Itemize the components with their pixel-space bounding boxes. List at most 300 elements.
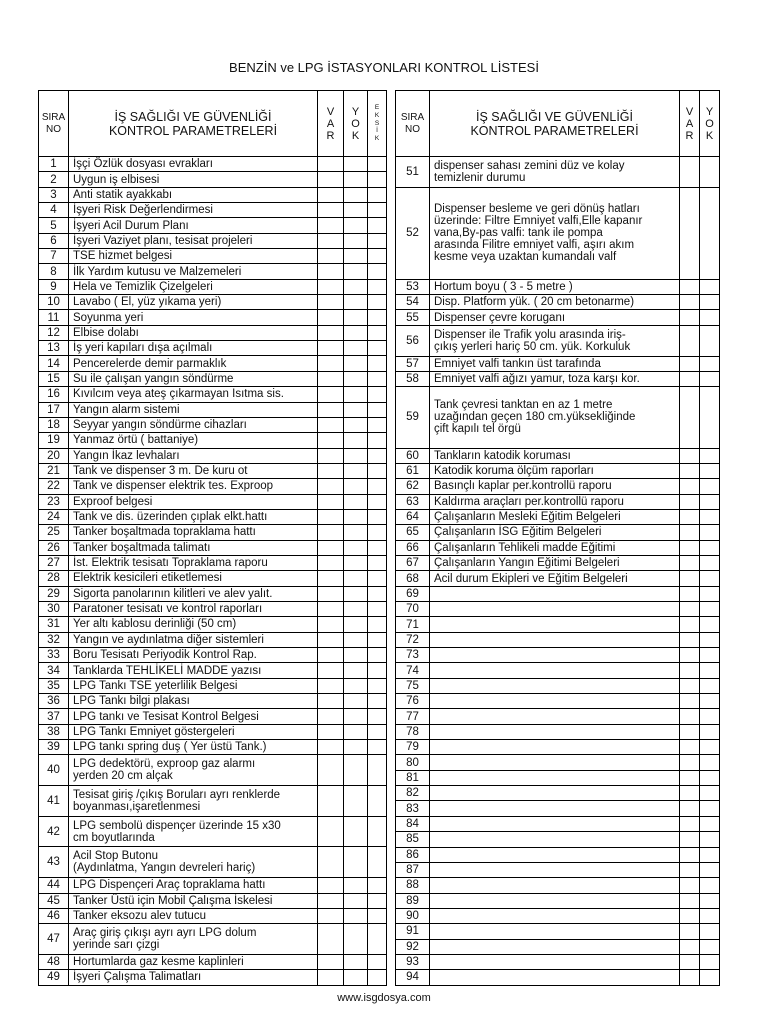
yok-checkbox[interactable] (700, 878, 720, 893)
yok-checkbox[interactable] (344, 509, 368, 524)
yok-checkbox[interactable] (700, 295, 720, 310)
row-number: 70 (396, 602, 430, 617)
yok-checkbox[interactable] (344, 479, 368, 494)
checklist-row (39, 571, 387, 586)
var-checkbox[interactable] (318, 663, 344, 678)
eksik-checkbox[interactable] (368, 341, 387, 356)
var-checkbox[interactable] (318, 279, 344, 294)
row-parameter (430, 954, 680, 969)
var-checkbox[interactable] (318, 341, 344, 356)
yok-checkbox[interactable] (344, 709, 368, 724)
eksik-checkbox[interactable] (368, 878, 387, 893)
yok-checkbox[interactable] (700, 632, 720, 647)
row-number: 73 (396, 648, 430, 663)
yok-checkbox[interactable] (700, 617, 720, 632)
var-checkbox[interactable] (680, 648, 700, 663)
row-parameter (430, 755, 680, 770)
var-checkbox[interactable] (680, 371, 700, 386)
eksik-checkbox[interactable] (368, 847, 387, 878)
var-checkbox[interactable] (318, 371, 344, 386)
var-checkbox[interactable] (318, 586, 344, 601)
row-number: 8 (39, 264, 69, 279)
eksik-checkbox[interactable] (368, 970, 387, 985)
var-checkbox[interactable] (318, 540, 344, 555)
row-number: 14 (39, 356, 69, 371)
var-checkbox[interactable] (318, 786, 344, 817)
var-checkbox[interactable] (680, 187, 700, 279)
yok-checkbox[interactable] (700, 908, 720, 923)
checklist-row (39, 249, 387, 264)
var-checkbox[interactable] (318, 494, 344, 509)
eksik-checkbox[interactable] (368, 601, 387, 616)
eksik-checkbox[interactable] (368, 908, 387, 923)
row-parameter: Soyunma yeri (69, 310, 318, 325)
sira-no-label: SIRA NO (41, 111, 66, 135)
var-checkbox[interactable] (680, 602, 700, 617)
row-parameter (430, 709, 680, 724)
yok-checkbox[interactable] (344, 279, 368, 294)
var-checkbox[interactable] (318, 678, 344, 693)
yok-checkbox[interactable] (700, 770, 720, 785)
row-parameter: Hela ve Temizlik Çizelgeleri (69, 279, 318, 294)
yok-checkbox[interactable] (344, 755, 368, 786)
eksik-checkbox[interactable] (368, 264, 387, 279)
row-parameter: İlk Yardım kutusu ve Malzemeleri (69, 264, 318, 279)
eksik-checkbox[interactable] (368, 786, 387, 817)
yok-checkbox[interactable] (344, 878, 368, 893)
var-checkbox[interactable] (680, 786, 700, 801)
checklist-row (396, 648, 720, 663)
row-number: 84 (396, 816, 430, 831)
var-checkbox[interactable] (318, 724, 344, 739)
var-checkbox[interactable] (318, 694, 344, 709)
row-number: 41 (39, 786, 69, 817)
var-checkbox[interactable] (680, 586, 700, 601)
eksik-checkbox[interactable] (368, 755, 387, 786)
var-checkbox[interactable] (680, 617, 700, 632)
yok-checkbox[interactable] (700, 387, 720, 448)
row-parameter: Acil Stop Butonu (Aydınlatma, Yangın devreleri hariç) (69, 847, 318, 878)
eksik-checkbox[interactable] (368, 279, 387, 294)
var-checkbox[interactable] (318, 295, 344, 310)
var-checkbox[interactable] (680, 310, 700, 325)
yok-checkbox[interactable] (344, 555, 368, 570)
eksik-checkbox[interactable] (368, 893, 387, 908)
yok-checkbox[interactable] (344, 157, 368, 172)
var-checkbox[interactable] (318, 617, 344, 632)
var-checkbox[interactable] (318, 924, 344, 955)
eksik-checkbox[interactable] (368, 479, 387, 494)
row-parameter (430, 740, 680, 755)
row-parameter (430, 694, 680, 709)
var-checkbox[interactable] (680, 479, 700, 494)
eksik-checkbox[interactable] (368, 172, 387, 187)
yok-checkbox[interactable] (700, 448, 720, 463)
yok-checkbox[interactable] (700, 970, 720, 985)
yok-checkbox[interactable] (700, 571, 720, 586)
row-number: 34 (39, 663, 69, 678)
eksik-checkbox[interactable] (368, 648, 387, 663)
var-checkbox[interactable] (318, 463, 344, 478)
var-checkbox[interactable] (680, 862, 700, 877)
yok-checkbox[interactable] (344, 724, 368, 739)
yok-checkbox[interactable] (344, 433, 368, 448)
checklist-row (396, 279, 720, 294)
yok-checkbox[interactable] (700, 709, 720, 724)
yok-checkbox[interactable] (344, 954, 368, 969)
eksik-checkbox[interactable] (368, 433, 387, 448)
yok-checkbox[interactable] (700, 755, 720, 770)
var-checkbox[interactable] (318, 740, 344, 755)
eksik-checkbox[interactable] (368, 663, 387, 678)
var-checkbox[interactable] (318, 203, 344, 218)
var-checkbox[interactable] (680, 632, 700, 647)
yok-checkbox[interactable] (700, 801, 720, 816)
var-checkbox[interactable] (318, 755, 344, 786)
yok-checkbox[interactable] (344, 908, 368, 923)
sira-no-label: SIRA NO (400, 111, 425, 135)
yok-checkbox[interactable] (344, 648, 368, 663)
yok-checkbox[interactable] (700, 816, 720, 831)
yok-checkbox[interactable] (700, 740, 720, 755)
eksik-checkbox[interactable] (368, 310, 387, 325)
checklist-row (396, 632, 720, 647)
var-checkbox[interactable] (680, 954, 700, 969)
row-parameter (430, 832, 680, 847)
eksik-checkbox[interactable] (368, 617, 387, 632)
eksik-checkbox[interactable] (368, 295, 387, 310)
yok-checkbox[interactable] (344, 740, 368, 755)
var-checkbox[interactable] (680, 770, 700, 785)
eksik-checkbox[interactable] (368, 325, 387, 340)
eksik-checkbox[interactable] (368, 678, 387, 693)
var-checkbox[interactable] (680, 816, 700, 831)
eksik-checkbox[interactable] (368, 218, 387, 233)
eksik-checkbox[interactable] (368, 417, 387, 432)
row-parameter (430, 924, 680, 939)
eksik-checkbox[interactable] (368, 954, 387, 969)
var-checkbox[interactable] (318, 157, 344, 172)
yok-checkbox[interactable] (344, 341, 368, 356)
var-checkbox[interactable] (680, 571, 700, 586)
row-parameter: Boru Tesisatı Periyodik Kontrol Rap. (69, 648, 318, 663)
checklist-row (39, 540, 387, 555)
yok-checkbox[interactable] (344, 786, 368, 817)
yok-checkbox[interactable] (700, 663, 720, 678)
var-checkbox[interactable] (318, 218, 344, 233)
var-checkbox[interactable] (680, 356, 700, 371)
eksik-checkbox[interactable] (368, 586, 387, 601)
yok-checkbox[interactable] (344, 295, 368, 310)
yok-checkbox[interactable] (344, 387, 368, 402)
yok-checkbox[interactable] (344, 218, 368, 233)
yok-checkbox[interactable] (344, 924, 368, 955)
yok-checkbox[interactable] (344, 448, 368, 463)
checklist-row (396, 893, 720, 908)
row-number: 39 (39, 740, 69, 755)
var-checkbox[interactable] (318, 648, 344, 663)
yok-checkbox[interactable] (700, 540, 720, 555)
var-checkbox[interactable] (318, 632, 344, 647)
eksik-checkbox[interactable] (368, 540, 387, 555)
row-parameter: LPG Tankı TSE yeterlilik Belgesi (69, 678, 318, 693)
eksik-checkbox[interactable] (368, 724, 387, 739)
var-checkbox[interactable] (680, 709, 700, 724)
yok-checkbox[interactable] (344, 893, 368, 908)
yok-checkbox[interactable] (700, 678, 720, 693)
yok-checkbox[interactable] (344, 203, 368, 218)
yok-checkbox[interactable] (344, 525, 368, 540)
yok-checkbox[interactable] (344, 847, 368, 878)
yok-checkbox[interactable] (344, 617, 368, 632)
var-checkbox[interactable] (318, 387, 344, 402)
var-checkbox[interactable] (680, 847, 700, 862)
var-checkbox[interactable] (680, 924, 700, 939)
yok-checkbox[interactable] (700, 724, 720, 739)
yok-checkbox[interactable] (700, 862, 720, 877)
var-checkbox[interactable] (680, 157, 700, 188)
yok-checkbox[interactable] (344, 571, 368, 586)
row-number: 90 (396, 908, 430, 923)
eksik-checkbox[interactable] (368, 203, 387, 218)
yok-checkbox[interactable] (700, 694, 720, 709)
var-checkbox[interactable] (318, 479, 344, 494)
eksik-checkbox[interactable] (368, 924, 387, 955)
row-parameter: İşyeri Risk Değerlendirmesi (69, 203, 318, 218)
row-number: 30 (39, 601, 69, 616)
row-number: 2 (39, 172, 69, 187)
yok-checkbox[interactable] (344, 540, 368, 555)
var-checkbox[interactable] (680, 740, 700, 755)
yok-checkbox[interactable] (700, 924, 720, 939)
var-checkbox[interactable] (318, 233, 344, 248)
yok-checkbox[interactable] (344, 632, 368, 647)
var-checkbox[interactable] (680, 939, 700, 954)
yok-checkbox[interactable] (700, 187, 720, 279)
yok-checkbox[interactable] (344, 663, 368, 678)
yok-checkbox[interactable] (344, 417, 368, 432)
yok-checkbox[interactable] (700, 463, 720, 478)
row-parameter (430, 878, 680, 893)
var-checkbox[interactable] (318, 172, 344, 187)
row-number: 16 (39, 387, 69, 402)
var-checkbox[interactable] (318, 325, 344, 340)
yok-checkbox[interactable] (344, 463, 368, 478)
var-checkbox[interactable] (680, 755, 700, 770)
checklist-row (39, 632, 387, 647)
var-checkbox[interactable] (318, 970, 344, 985)
row-number: 81 (396, 770, 430, 785)
var-checkbox[interactable] (318, 264, 344, 279)
yok-checkbox[interactable] (700, 648, 720, 663)
yok-checkbox[interactable] (344, 310, 368, 325)
var-checkbox[interactable] (318, 448, 344, 463)
yok-checkbox[interactable] (344, 586, 368, 601)
row-parameter: Çalışanların İSG Eğitim Belgeleri (430, 525, 680, 540)
yok-checkbox[interactable] (700, 786, 720, 801)
yok-checkbox[interactable] (344, 371, 368, 386)
row-number: 26 (39, 540, 69, 555)
eksik-checkbox[interactable] (368, 157, 387, 172)
yok-checkbox[interactable] (344, 970, 368, 985)
var-checkbox[interactable] (680, 908, 700, 923)
row-number: 22 (39, 479, 69, 494)
row-parameter: Disp. Platform yük. ( 20 cm betonarme) (430, 295, 680, 310)
yok-checkbox[interactable] (344, 356, 368, 371)
eksik-checkbox[interactable] (368, 632, 387, 647)
yok-checkbox[interactable] (700, 954, 720, 969)
yok-checkbox[interactable] (700, 893, 720, 908)
var-checkbox[interactable] (680, 694, 700, 709)
checklist-table-left (38, 90, 387, 986)
eksik-checkbox[interactable] (368, 709, 387, 724)
var-checkbox[interactable] (318, 509, 344, 524)
yok-checkbox[interactable] (344, 233, 368, 248)
checklist-row (39, 648, 387, 663)
checklist-row (396, 617, 720, 632)
row-parameter: İşyeri Çalışma Talimatları (69, 970, 318, 985)
yok-checkbox[interactable] (344, 816, 368, 847)
var-checkbox[interactable] (680, 893, 700, 908)
var-checkbox[interactable] (680, 801, 700, 816)
var-checkbox[interactable] (680, 878, 700, 893)
yok-checkbox[interactable] (700, 525, 720, 540)
var-checkbox[interactable] (318, 847, 344, 878)
yok-checkbox[interactable] (344, 601, 368, 616)
var-checkbox[interactable] (318, 601, 344, 616)
yok-checkbox[interactable] (700, 555, 720, 570)
yok-checkbox[interactable] (700, 356, 720, 371)
yok-checkbox[interactable] (700, 602, 720, 617)
checklist-row (39, 786, 387, 817)
eksik-checkbox[interactable] (368, 356, 387, 371)
yok-checkbox[interactable] (344, 694, 368, 709)
var-checkbox[interactable] (318, 709, 344, 724)
yok-checkbox[interactable] (700, 832, 720, 847)
var-checkbox[interactable] (680, 540, 700, 555)
var-checkbox[interactable] (680, 295, 700, 310)
yok-checkbox[interactable] (344, 325, 368, 340)
var-checkbox[interactable] (318, 525, 344, 540)
eksik-checkbox[interactable] (368, 463, 387, 478)
eksik-checkbox[interactable] (368, 816, 387, 847)
row-parameter: Araç giriş çıkışı ayrı ayrı LPG dolum yerinde sarı çizgi (69, 924, 318, 955)
var-checkbox[interactable] (680, 663, 700, 678)
var-checkbox[interactable] (318, 878, 344, 893)
yok-checkbox[interactable] (700, 509, 720, 524)
checklist-row (39, 617, 387, 632)
row-number: 51 (396, 157, 430, 188)
eksik-checkbox[interactable] (368, 249, 387, 264)
var-checkbox[interactable] (680, 494, 700, 509)
var-checkbox[interactable] (318, 954, 344, 969)
yok-checkbox[interactable] (700, 586, 720, 601)
yok-checkbox[interactable] (344, 249, 368, 264)
var-checkbox[interactable] (318, 571, 344, 586)
yok-checkbox[interactable] (700, 325, 720, 356)
eksik-checkbox[interactable] (368, 448, 387, 463)
table-header-row (39, 91, 387, 157)
var-checkbox[interactable] (680, 279, 700, 294)
eksik-checkbox[interactable] (368, 740, 387, 755)
checklist-row (39, 878, 387, 893)
eksik-checkbox[interactable] (368, 525, 387, 540)
var-checkbox[interactable] (318, 187, 344, 202)
var-checkbox[interactable] (680, 555, 700, 570)
var-checkbox[interactable] (680, 832, 700, 847)
yok-checkbox[interactable] (344, 494, 368, 509)
yok-checkbox[interactable] (344, 678, 368, 693)
row-number: 82 (396, 786, 430, 801)
var-checkbox[interactable] (318, 555, 344, 570)
eksik-checkbox[interactable] (368, 371, 387, 386)
row-number: 1 (39, 157, 69, 172)
yok-checkbox[interactable] (700, 939, 720, 954)
eksik-checkbox[interactable] (368, 187, 387, 202)
yok-checkbox[interactable] (344, 172, 368, 187)
yok-checkbox[interactable] (700, 310, 720, 325)
checklist-row (39, 724, 387, 739)
var-checkbox[interactable] (680, 325, 700, 356)
row-parameter: Tank çevresi tanktan en az 1 metre uzağından geçen 180 cm.yüksekliğinde çift kapılı tel örgü (430, 387, 680, 448)
var-checkbox[interactable] (318, 816, 344, 847)
var-header-letter: R (685, 129, 694, 142)
var-checkbox[interactable] (680, 678, 700, 693)
var-checkbox[interactable] (680, 509, 700, 524)
var-checkbox[interactable] (318, 249, 344, 264)
row-number: 37 (39, 709, 69, 724)
var-checkbox[interactable] (680, 463, 700, 478)
eksik-checkbox[interactable] (368, 387, 387, 402)
var-checkbox[interactable] (318, 433, 344, 448)
yok-checkbox[interactable] (700, 371, 720, 386)
yok-checkbox[interactable] (344, 187, 368, 202)
var-checkbox[interactable] (680, 724, 700, 739)
yok-header (344, 91, 368, 157)
yok-checkbox[interactable] (344, 264, 368, 279)
row-parameter: LPG Tankı Emniyet göstergeleri (69, 724, 318, 739)
yok-checkbox[interactable] (700, 157, 720, 188)
row-number: 80 (396, 755, 430, 770)
eksik-checkbox[interactable] (368, 494, 387, 509)
row-parameter: Çalışanların Tehlikeli madde Eğitimi (430, 540, 680, 555)
row-parameter: İşyeri Vaziyet planı, tesisat projeleri (69, 233, 318, 248)
yok-checkbox[interactable] (700, 847, 720, 862)
var-checkbox[interactable] (680, 387, 700, 448)
yok-checkbox[interactable] (700, 494, 720, 509)
var-checkbox[interactable] (318, 417, 344, 432)
var-checkbox[interactable] (318, 402, 344, 417)
yok-checkbox[interactable] (344, 402, 368, 417)
row-number: 40 (39, 755, 69, 786)
var-checkbox[interactable] (318, 356, 344, 371)
eksik-checkbox[interactable] (368, 571, 387, 586)
var-checkbox[interactable] (318, 908, 344, 923)
yok-checkbox[interactable] (700, 479, 720, 494)
eksik-checkbox[interactable] (368, 694, 387, 709)
eksik-checkbox[interactable] (368, 233, 387, 248)
var-checkbox[interactable] (680, 448, 700, 463)
yok-checkbox[interactable] (700, 279, 720, 294)
eksik-checkbox[interactable] (368, 402, 387, 417)
eksik-checkbox[interactable] (368, 555, 387, 570)
var-checkbox[interactable] (318, 310, 344, 325)
eksik-checkbox[interactable] (368, 509, 387, 524)
var-checkbox[interactable] (318, 893, 344, 908)
row-parameter: Yangın ve aydınlatma diğer sistemleri (69, 632, 318, 647)
var-checkbox[interactable] (680, 525, 700, 540)
var-checkbox[interactable] (680, 970, 700, 985)
